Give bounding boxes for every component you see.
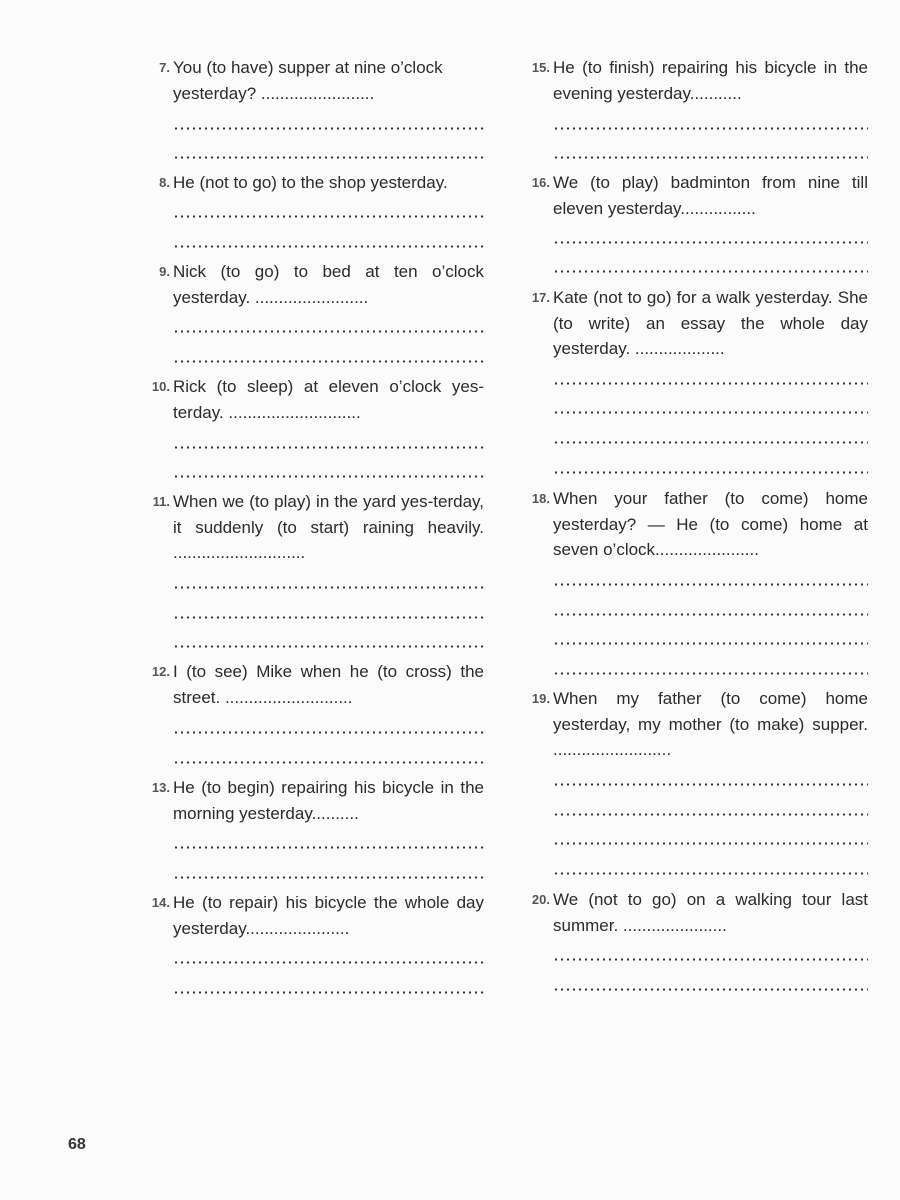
exercise-text: He (to finish) repairing his bicycle in the evening yesterday...........: [553, 58, 868, 103]
exercise-number: 14.: [151, 895, 170, 910]
page-number: 68: [68, 1136, 86, 1153]
exercise-number: 18.: [531, 491, 550, 506]
exercise-number: 11.: [152, 494, 170, 509]
exercise-text: You (to have) supper at nine o’clock yesterday? ........................: [173, 58, 443, 103]
answer-line[interactable]: [173, 475, 486, 478]
answer-line[interactable]: [553, 872, 868, 875]
answer-line[interactable]: [173, 586, 486, 589]
answer-line[interactable]: [173, 761, 486, 764]
exercise-number: 12.: [151, 664, 170, 679]
exercise-number: 17.: [531, 290, 550, 305]
exercise-number: 10.: [151, 379, 170, 394]
exercise-number: 20.: [531, 892, 550, 907]
answer-line[interactable]: [553, 241, 868, 244]
answer-line[interactable]: [553, 270, 868, 273]
exercise-text: We (to play) badminton from nine till eleven yesterday................: [553, 173, 868, 218]
exercise-text: We (not to go) on a walking tour last summer. ......................: [553, 890, 868, 935]
answer-line[interactable]: [173, 961, 486, 964]
exercise-text: He (to repair) his bicycle the whole day yesterday......................: [173, 893, 484, 938]
answer-line[interactable]: [553, 613, 868, 616]
answer-line[interactable]: [553, 583, 868, 586]
answer-line[interactable]: [173, 245, 486, 248]
answer-line[interactable]: [553, 642, 868, 645]
exercise-text: He (not to go) to the shop yesterday.: [173, 173, 448, 192]
exercise-number: 13.: [151, 780, 170, 795]
exercise-text: When your father (to come) home yesterday? — He (to come) home at seven o’clock......................: [553, 489, 868, 559]
answer-line[interactable]: [173, 645, 486, 648]
answer-line[interactable]: [173, 991, 486, 994]
answer-line[interactable]: [553, 672, 868, 675]
answer-line[interactable]: [173, 156, 486, 159]
exercise-text: He (to begin) repairing his bicycle in the morning yesterday..........: [173, 778, 484, 823]
exercise-text: When my father (to come) home yesterday, my mother (to make) supper. .........................: [553, 689, 868, 759]
answer-line[interactable]: [553, 411, 868, 414]
answer-line[interactable]: [553, 382, 868, 385]
exercise-number: 19.: [531, 691, 550, 706]
exercise-text: Kate (not to go) for a walk yesterday. She (to write) an essay the whole day yesterday. ...................: [553, 288, 868, 358]
exercise-text: Nick (to go) to bed at ten o’clock yesterday. ........................: [173, 262, 484, 307]
answer-line[interactable]: [553, 156, 868, 159]
answer-line[interactable]: [553, 127, 868, 130]
exercise-text: When we (to play) in the yard yes-terday, it suddenly (to start) raining heavily. ............................: [173, 492, 484, 562]
answer-line[interactable]: [173, 330, 486, 333]
exercise-number: 15.: [531, 60, 550, 75]
answer-line[interactable]: [173, 731, 486, 734]
answer-line[interactable]: [173, 876, 486, 879]
exercise-number: 9.: [159, 264, 170, 279]
answer-line[interactable]: [553, 958, 868, 961]
exercise-number: 8.: [159, 175, 170, 190]
answer-line[interactable]: [173, 360, 486, 363]
exercise-number: 16.: [531, 175, 550, 190]
exercise-text: Rick (to sleep) at eleven o’clock yes-terday. ............................: [173, 377, 484, 422]
answer-line[interactable]: [173, 446, 486, 449]
answer-line[interactable]: [553, 441, 868, 444]
exercise-text: I (to see) Mike when he (to cross) the street. ...........................: [173, 662, 484, 707]
answer-line[interactable]: [173, 215, 486, 218]
answer-line[interactable]: [553, 988, 868, 991]
answer-line[interactable]: [173, 616, 486, 619]
answer-line[interactable]: [173, 846, 486, 849]
answer-line[interactable]: [553, 813, 868, 816]
answer-line[interactable]: [553, 783, 868, 786]
answer-line[interactable]: [553, 842, 868, 845]
answer-line[interactable]: [173, 127, 486, 130]
answer-line[interactable]: [553, 471, 868, 474]
exercise-number: 7.: [159, 60, 170, 75]
